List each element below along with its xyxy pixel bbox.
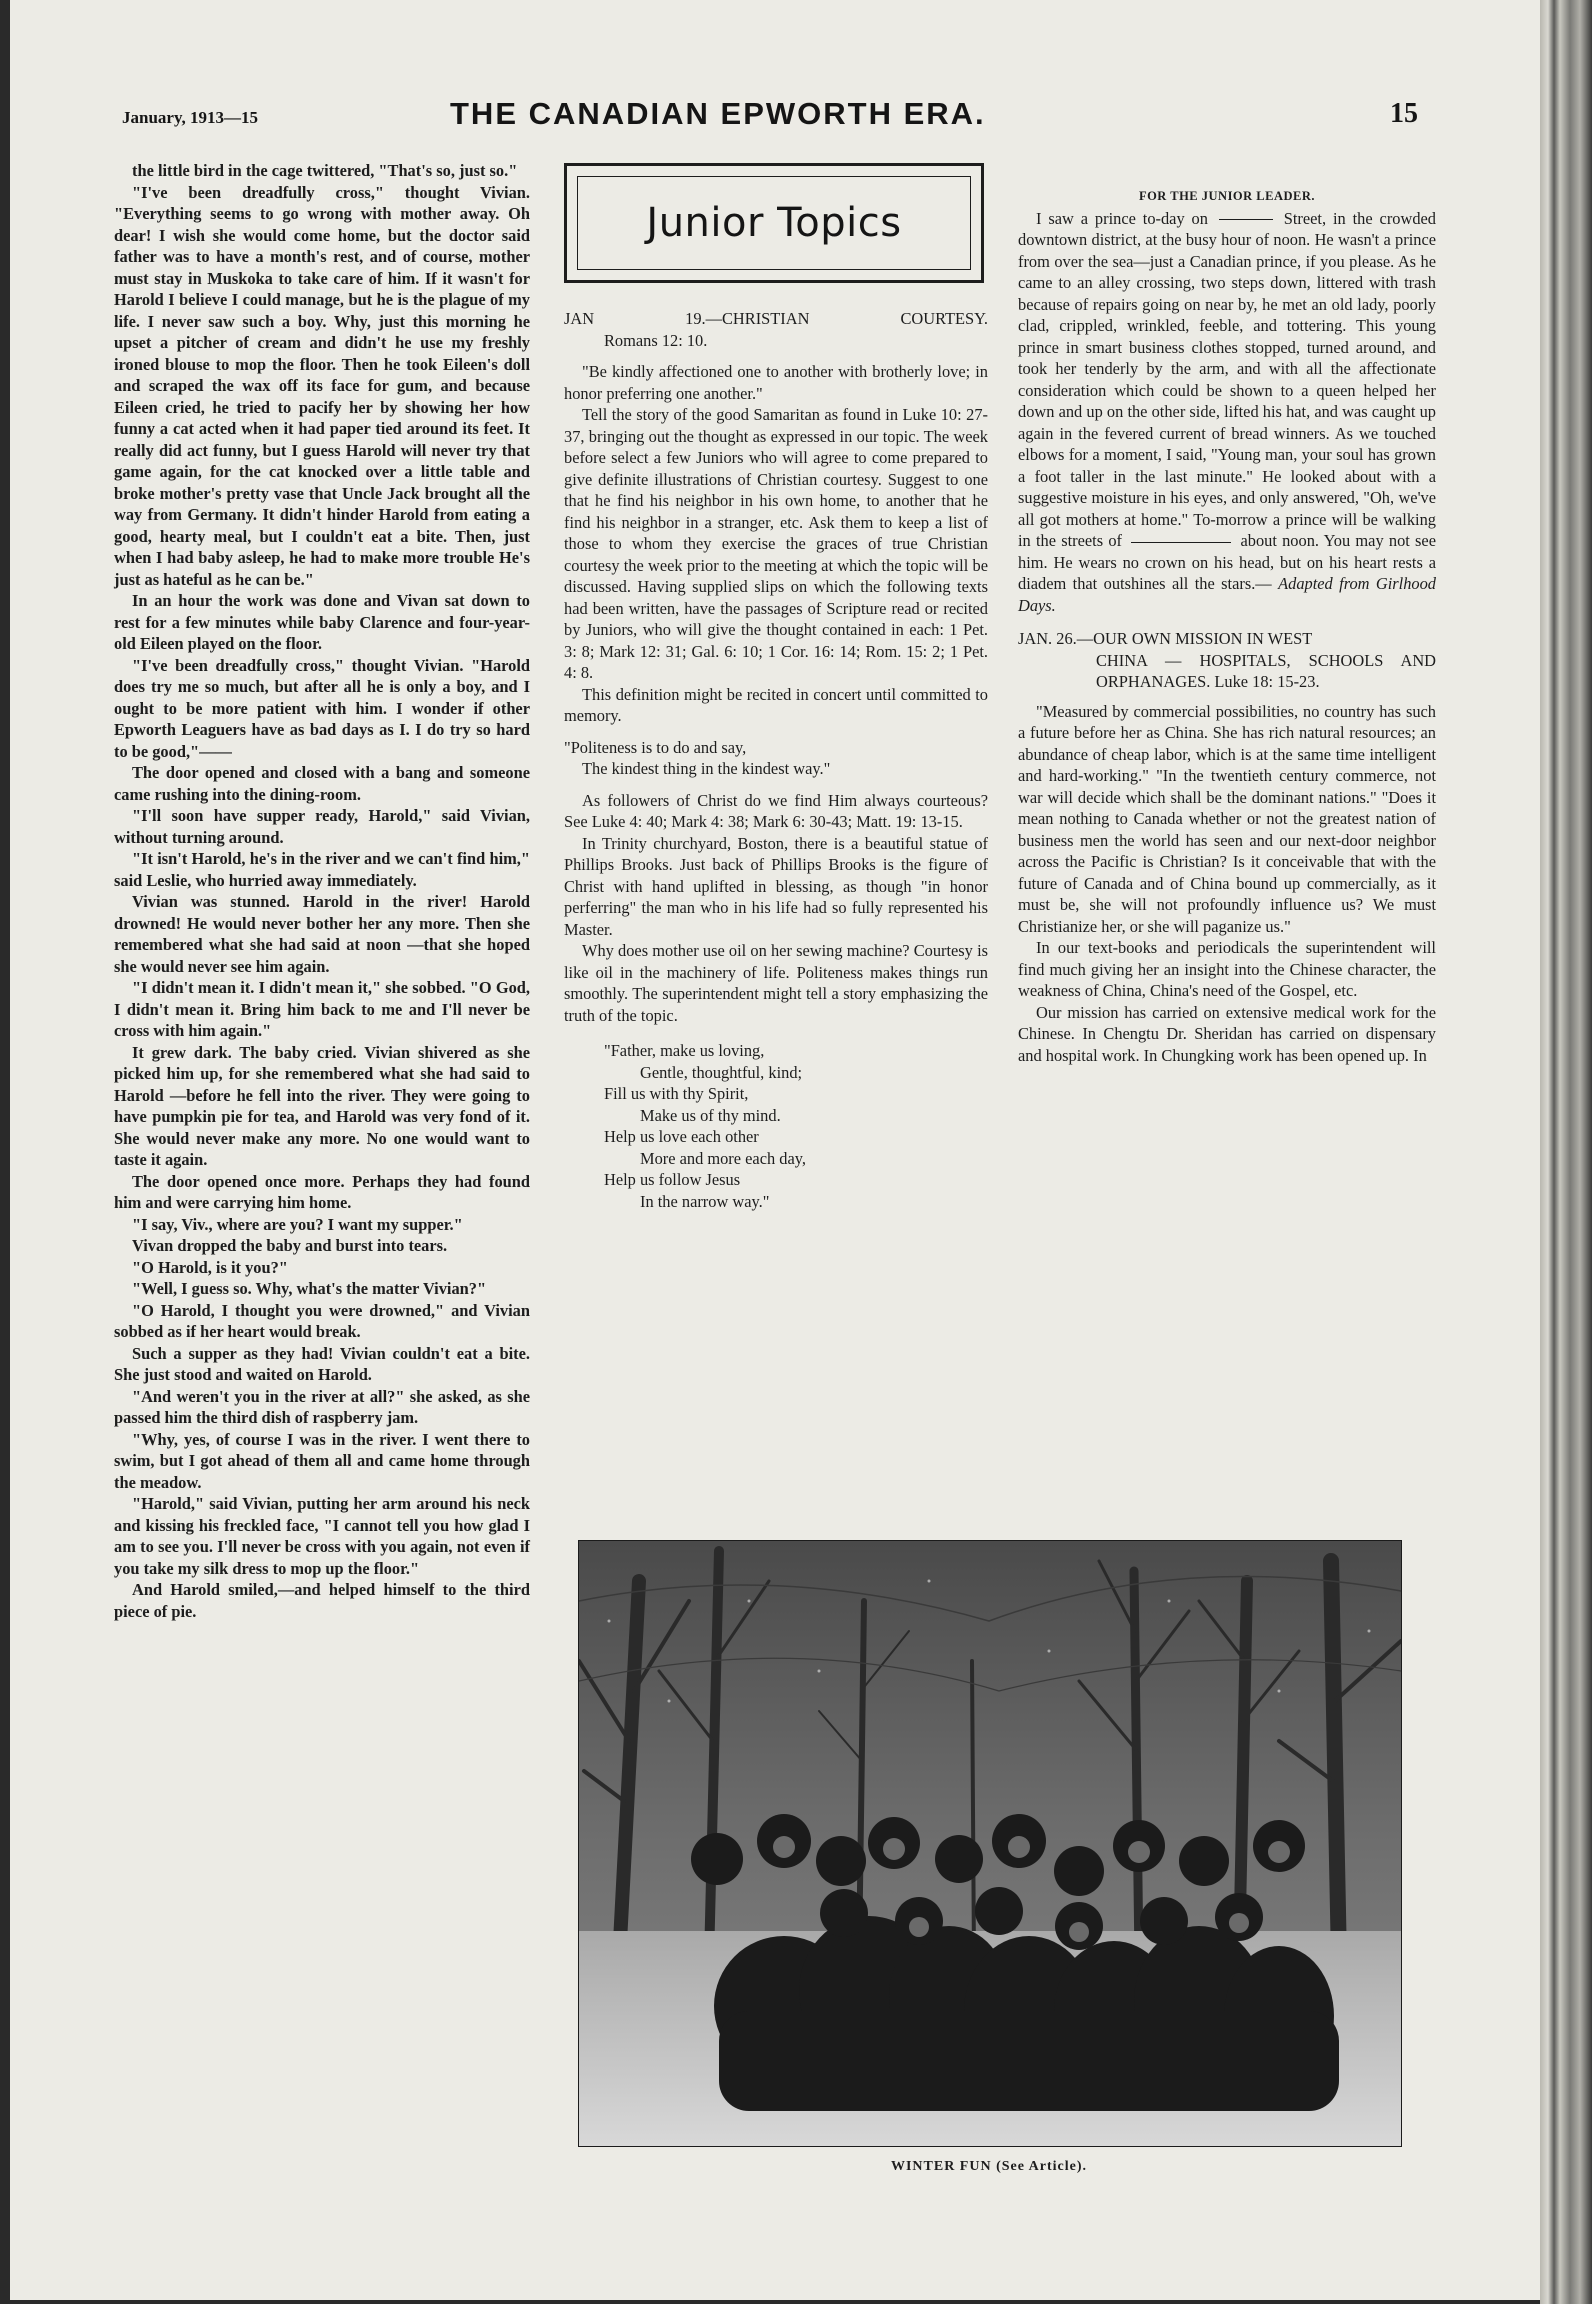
junior-topics-inner-frame [577, 176, 971, 270]
definition-line2: The kindest thing in the kindest way." [582, 759, 831, 778]
prince-paragraph [1018, 208, 1436, 617]
topic1-definition [564, 737, 988, 780]
topic2-heading-line2: CHINA — HOSPITALS, SCHOOLS AND ORPHANAGES. Luke 18: 15-23. [1096, 650, 1436, 691]
topic1-paragraphs [564, 404, 988, 727]
poem-line: Make us of thy mind. [640, 1105, 781, 1125]
magazine-page [10, 0, 1540, 2300]
prince-text-c: about noon. You may not see him. He wears no crown on his head, but on his heart rests a diadem that outshines all the stars.— [1018, 531, 1436, 593]
story-paragraph: It grew dark. The baby cried. Vivian shivered as she picked him up, for she remembered what she had said to Harold —before he fell into the river. They were going to have pumpkin pie for tea, and Harold was very fond of it. She would never make any more. No one would want to taste it again. [114, 1042, 530, 1169]
story-paragraph: "And weren't you in the river at all?" she asked, as she passed him the third dish of raspberry jam. [114, 1386, 530, 1427]
book-binding-edge [1540, 0, 1592, 2304]
prince-text-a: I saw a prince to-day on [1036, 208, 1208, 228]
poem-line: "Father, make us loving, [604, 1041, 765, 1060]
photo-caption: WINTER FUN (See Article). [890, 2159, 1088, 2174]
story-paragraph: The door opened once more. Perhaps they had found him and were carrying him home. [114, 1171, 530, 1212]
blank-rule-2 [1131, 542, 1231, 543]
definition-line1: "Politeness is to do and say, [564, 737, 747, 757]
page-header [10, 92, 1540, 132]
topic1-paragraph: In Trinity churchyard, Boston, there is a beautiful statue of Phillips Brooks. Just back of Phillips Brooks is the figure of Christ with hand uplifted in blessing, as though "in honor perferring" the man who in his life had so fully represented his Master. [564, 833, 988, 939]
story-paragraph: "Well, I guess so. Why, what's the matter Vivian?" [132, 1279, 487, 1298]
story-paragraph: "I'll soon have supper ready, Harold," said Vivian, without turning around. [114, 806, 530, 847]
junior-topics-box [564, 163, 984, 283]
poem-line: In the narrow way." [640, 1191, 770, 1211]
leader-kicker: FOR THE JUNIOR LEADER. [1138, 189, 1316, 203]
story-paragraph: "It isn't Harold, he's in the river and we can't find him," said Leslie, who hurried away immediately. [114, 849, 530, 890]
header-date: January, 1913—15 [122, 108, 259, 127]
winter-scene-picture [579, 1541, 1401, 2146]
topic1-heading-line1: JAN 19.—CHRISTIAN COURTESY. [564, 309, 988, 328]
story-paragraph: "I didn't mean it. I didn't mean it," she sobbed. "O God, I didn't mean it. Bring him back to me and I'll never be cross with him again." [114, 978, 530, 1040]
poem-line: Help us love each other [604, 1127, 759, 1146]
topic1-poem [604, 1040, 988, 1212]
topic1-paragraph: Tell the story of the good Samaritan as found in Luke 10: 27-37, bringing out the thought as expressed in our topic. The week before select a few Juniors who will agree to come prepared to give definite illustrations of Christian courtesy. Suggest to one that he find his neighbor in his own home, to another that he find his neighbor in a stranger, etc. Ask them to keep a list of those to whom they exercise the graces of true Christian courtesy the week prior to the meeting at which the topic will be discussed. Having supplied slips on which the following texts had been written, have the passages of Scripture read or recited by Juniors, who will give the thought contained in each: 1 Pet. 3: 8; Mark 12: 31; Gal. 6: 10; 1 Cor. 16: 14; Rom. 15: 2; 1 Pet. 4: 8. [564, 405, 988, 682]
prince-text-b: Street, in the crowded downtown district, at the busy hour of noon. He wasn't a prince from over the sea—just a Canadian prince, if you please. As he came to an alley crossing, two steps down, littered with trash because of repairs going on near by, he met an old lady, poorly clad, crippled, wrinkled, feeble, and tottering. This young prince in smart business clothes stopped, turned around, and took her tenderly by the arm, and with all the affectionate consideration which could be shown to a queen helped her down and up on the other side, lifted his hat, and was caught up again in the fevered current of bread winners. As we touched elbows for a moment, I said, "Young man, your soul has grown a foot taller in the last minute." He looked about with a suggestive moisture in his eyes, and only answered, "Oh, we've all got mothers at home." To-morrow a prince will be walking in the streets of [1018, 208, 1436, 550]
poem-line: Help us follow Jesus [604, 1170, 741, 1189]
story-paragraph: In an hour the work was done and Vivan sat down to rest for a few minutes while baby Clarence and four-year-old Eileen played on the floor. [114, 591, 530, 653]
story-paragraph: "I've been dreadfully cross," thought Vivian. "Everything seems to go wrong with mother away. Oh dear! I wish she would come home, but the doctor said father was to have a month's rest, and of course, mother must stay in Muskoka to take care of him. If it wasn't for Harold I believe I could manage, but he is the plague of my life. I never saw such a boy. Why, just this morning he upset a pitcher of cream and didn't he use my freshly ironed blouse to mop the floor. Then he took Eileen's doll and scraped the wax off its face for gum, and because Eileen cried, he tried to pacify her by showing her how funny a cat acted when it had paper tied around its feet. It really did act funny, but I guess Harold will never try that game again, for the cat knocked over a little table and broke mother's pretty vase that Uncle Jack brought all the way from Germany. It didn't hinder Harold from eating a good, hearty meal, but I couldn't eat a bite. Then, just when I had baby asleep, he had to make more trouble He's just as hateful as he can be." [114, 182, 530, 589]
story-paragraph: "O Harold, I thought you were drowned," and Vivian sobbed as if her heart would break. [114, 1300, 530, 1341]
story-paragraph: "Why, yes, of course I was in the river. I went there to swim, but I got ahead of them all and came home through the meadow. [114, 1429, 530, 1492]
topic1-quote: "Be kindly affectioned one to another with brotherly love; in honor preferring one another." [564, 362, 988, 403]
leader-column [1018, 186, 1436, 1066]
topic2-paragraphs [1018, 701, 1436, 1067]
junior-topics-title: Junior Topics [646, 200, 902, 246]
topic2-heading-line1: JAN. 26.—OUR OWN MISSION IN WEST [1018, 629, 1313, 648]
winter-fun-photo [578, 1540, 1402, 2147]
topic1-paragraph: This definition might be recited in concert until committed to memory. [564, 684, 988, 725]
blank-rule [1219, 219, 1273, 220]
story-column [114, 160, 530, 1622]
poem-line: Gentle, thoughtful, kind; [640, 1062, 803, 1082]
junior-topics-column [564, 308, 988, 1212]
topic1-paragraph: Why does mother use oil on her sewing machine? Courtesy is like oil in the machinery of life. Politeness makes things run smoothly. The superintendent might tell a story emphasizing the truth of the topic. [564, 941, 988, 1025]
page-number: 15 [1390, 98, 1418, 129]
story-paragraph: "I say, Viv., where are you? I want my supper." [132, 1214, 463, 1234]
poem-line: Fill us with thy Spirit, [604, 1084, 749, 1103]
topic2-heading [1018, 628, 1436, 693]
prince-source: Adapted from Girlhood Days. [1018, 574, 1436, 615]
story-paragraph: "O Harold, is it you?" [132, 1257, 288, 1277]
topic1-paragraph: As followers of Christ do we find Him always courteous? See Luke 4: 40; Mark 4: 38; Mark 6: 30-43; Matt. 19: 13-15. [564, 790, 988, 831]
topic1-heading [564, 308, 988, 351]
story-paragraph: "Harold," said Vivian, putting her arm around his neck and kissing his freckled face, "I cannot tell you how glad I am to see you. I'll never be cross with you again, not even if you take my silk dress to mop up the floor." [114, 1494, 530, 1578]
story-paragraph: The door opened and closed with a bang and someone came rushing into the dining-room. [114, 763, 530, 804]
story-paragraph: Such a supper as they had! Vivian couldn't eat a bite. She just stood and waited on Harold. [114, 1343, 530, 1384]
topic2-paragraph: In our text-books and periodicals the superintendent will find much giving her an insight into the Chinese character, the weakness of China, China's need of the Gospel, etc. [1018, 938, 1436, 1000]
topic2-paragraph: "Measured by commercial possibilities, no country has such a future before her as China. She has rich natural resources; an abundance of cheap labor, which is at the same time intelligent and hard-working." "In the twentieth century commerce, not war will decide which shall be the dominant nations." "Does it mean nothing to Canada whether or not the greatest nation of business men the world has seen and our next-door neighbor across the Pacific is Christian? Is it conceivable that with the future of Canada and of China bound up commercially, as it must be, she will not profoundly influence us? We must Christianize her, or she will paganize us." [1018, 701, 1436, 936]
poem-line: More and more each day, [640, 1148, 806, 1168]
magazine-title: THE CANADIAN EPWORTH ERA. [450, 96, 986, 131]
topic2-paragraph: Our mission has carried on extensive medical work for the Chinese. In Chengtu Dr. Sheridan has carried on dispensary and hospital work. In Chungking work has been opened up. In [1018, 1002, 1436, 1065]
story-paragraph: the little bird in the cage twittered, "That's so, just so." [132, 161, 518, 180]
story-paragraph: Vivan dropped the baby and burst into tears. [132, 1236, 448, 1255]
story-paragraph: And Harold smiled,—and helped himself to the third piece of pie. [114, 1580, 530, 1621]
topic1-paragraphs-2 [564, 790, 988, 1027]
story-paragraph: "I've been dreadfully cross," thought Vivian. "Harold does try me so much, but after all he is only a boy, and I ought to be more patient with him. I wonder if other Epworth Leaguers have as bad days as I. I do try so hard to be good,"—— [114, 655, 530, 761]
story-paragraph: Vivian was stunned. Harold in the river! Harold drowned! He would never bother her any more. Then she remembered what she had said at noon —that she hoped she would never see him again. [114, 892, 530, 976]
topic1-heading-line2: Romans 12: 10. [604, 330, 708, 350]
